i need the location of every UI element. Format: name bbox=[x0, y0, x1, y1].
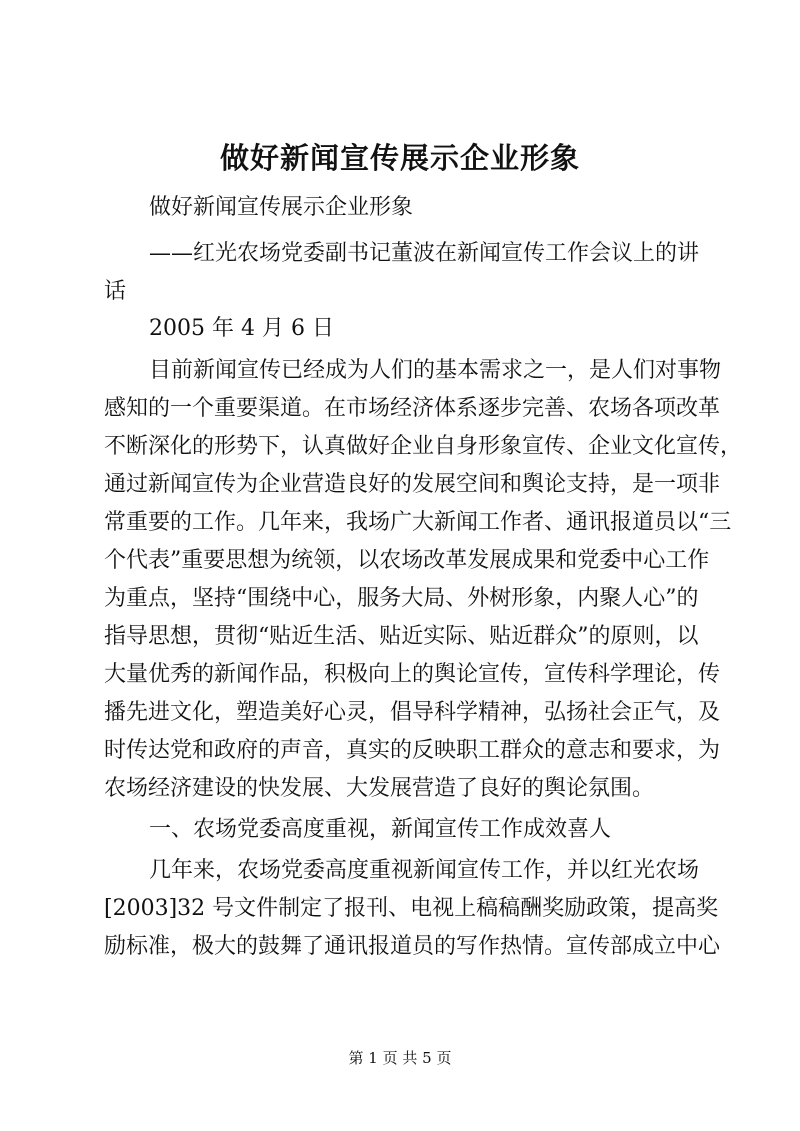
paragraph-line: 目前新闻宣传已经成为人们的基本需求之一，是人们对事物 bbox=[149, 358, 722, 383]
paragraph-line: [2003]32 号文件制定了报刊、电视上稿稿酬奖励政策，提高奖 bbox=[104, 896, 719, 921]
paragraph-line: 励标准，极大的鼓舞了通讯报道员的写作热情。宣传部成立中心 bbox=[104, 934, 721, 959]
subtitle: 做好新闻宣传展示企业形象 bbox=[149, 195, 414, 220]
paragraph-line: 常重要的工作。几年来，我场广大新闻工作者、通讯报道员以“三 bbox=[104, 510, 732, 535]
page-footer: 第 1 页 共 5 页 bbox=[348, 1049, 452, 1067]
speech-date: 2005 年 4 月 6 日 bbox=[149, 316, 334, 341]
paragraph-line: 指导思想，贯彻“贴近生活、贴近实际、贴近群众”的原则，以 bbox=[104, 624, 699, 649]
paragraph-line: 个代表”重要思想为统领，以农场改革发展成果和党委中心工作 bbox=[104, 548, 710, 573]
section-heading: 一、农场党委高度重视，新闻宣传工作成效喜人 bbox=[149, 817, 612, 842]
document-title: 做好新闻宣传展示企业形象 bbox=[219, 141, 580, 175]
paragraph-line: 不断深化的形势下，认真做好企业自身形象宣传、企业文化宣传， bbox=[104, 434, 743, 459]
paragraph-line: 为重点，坚持“围绕中心，服务大局、外树形象，内聚人心”的 bbox=[104, 586, 699, 611]
paragraph-line: 时传达党和政府的声音，真实的反映职工群众的意志和要求，为 bbox=[104, 738, 721, 763]
paragraph-line: 大量优秀的新闻作品，积极向上的舆论宣传，宣传科学理论，传 bbox=[104, 662, 721, 687]
speaker-line: ——红光农场党委副书记董波在新闻宣传工作会议上的讲 bbox=[149, 241, 700, 266]
paragraph-line: 几年来，农场党委高度重视新闻宣传工作，并以红光农场 bbox=[149, 858, 700, 883]
paragraph-line: 通过新闻宣传为企业营造良好的发展空间和舆论支持，是一项非 bbox=[104, 472, 721, 497]
paragraph-line: 农场经济建设的快发展、大发展营造了良好的舆论氛围。 bbox=[104, 776, 655, 801]
paragraph-line: 播先进文化，塑造美好心灵，倡导科学精神，弘扬社会正气，及 bbox=[104, 700, 721, 725]
speaker-line-continuation: 话 bbox=[104, 279, 127, 304]
paragraph-line: 感知的一个重要渠道。在市场经济体系逐步完善、农场各项改革 bbox=[104, 396, 721, 421]
